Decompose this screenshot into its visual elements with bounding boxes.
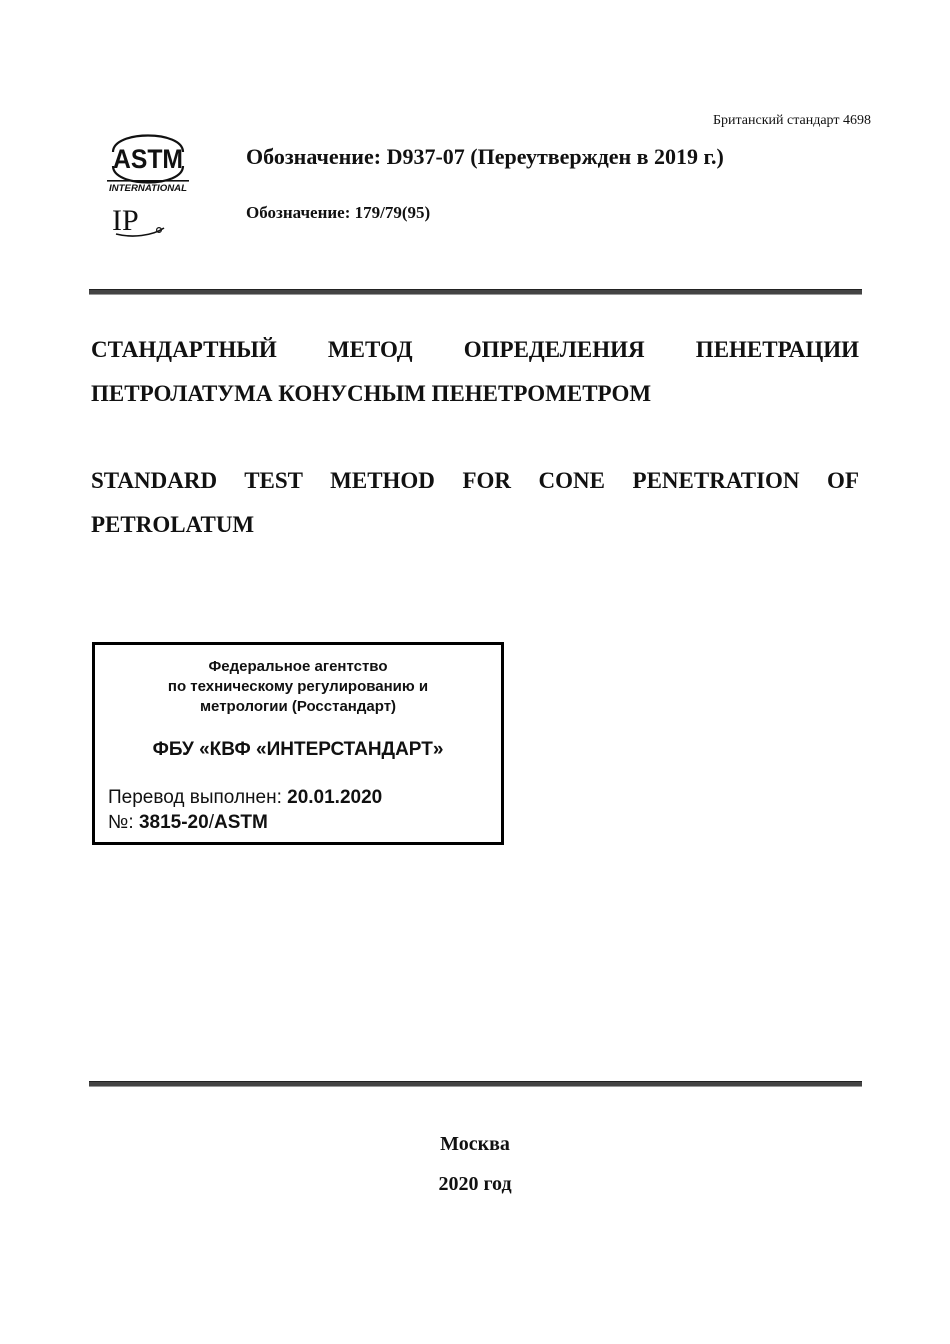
title-english-line-1: STANDARD TEST METHOD FOR CONE PENETRATION OF (91, 468, 859, 493)
title-russian (91, 328, 859, 416)
stamp-agency-line-1: Федеральное агентство (208, 658, 388, 675)
stamp-number-value: 3815-20 (138, 812, 209, 833)
stamp-agency (95, 657, 501, 717)
stamp-organization: ФБУ «КВФ «ИНТЕРСТАНДАРТ» (152, 739, 444, 760)
publication-year: 2020 год (438, 1173, 512, 1195)
designation-ip: Обозначение: 179/79(95) (246, 203, 431, 222)
bottom-divider (89, 1081, 862, 1087)
stamp-agency-line-2: по техническому регулированию и (167, 678, 429, 695)
british-standard-label: Британский стандарт 4698 (712, 113, 871, 128)
stamp-number-separator: / (208, 812, 214, 833)
stamp-number-suffix: ASTM (213, 812, 268, 833)
translation-stamp (92, 642, 504, 845)
stamp-translation-line (108, 787, 382, 809)
title-english (91, 459, 859, 547)
title-russian-line-2: ПЕТРОЛАТУМА КОНУСНЫМ ПЕНЕТРОМЕТРОМ (91, 381, 652, 406)
title-english-line-2: PETROLATUM (91, 512, 255, 537)
top-divider (89, 289, 862, 295)
stamp-translation-date: 20.01.2020 (287, 787, 383, 808)
stamp-agency-line-3: метрологии (Росстандарт) (199, 698, 397, 715)
stamp-number-line (108, 812, 268, 834)
ip-logo-text: IP (112, 204, 139, 237)
ip-logo (110, 204, 166, 238)
stamp-translation-label: Перевод выполнен: (108, 787, 288, 808)
astm-logo-text: ASTM (113, 144, 183, 174)
title-russian-line-1: СТАНДАРТНЫЙ МЕТОД ОПРЕДЕЛЕНИЯ ПЕНЕТРАЦИИ (91, 337, 859, 362)
stamp-number-label: №: (108, 812, 139, 833)
astm-logo-subtext: INTERNATIONAL (109, 183, 187, 193)
astm-logo (105, 122, 191, 196)
designation-main: Обозначение: D937-07 (Переутвержден в 2019 г.) (246, 144, 724, 169)
publication-city: Москва (440, 1133, 510, 1155)
